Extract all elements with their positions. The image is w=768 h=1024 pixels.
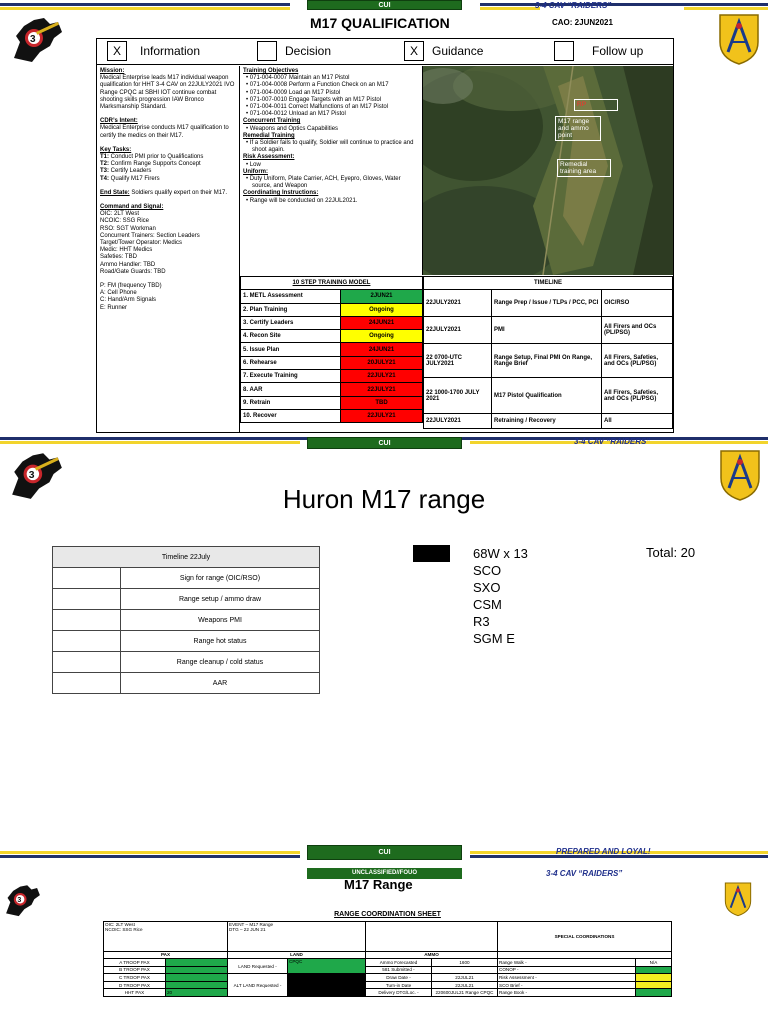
slide-m17-qualification (0, 0, 768, 436)
command-signal-heading: Command and Signal: (100, 204, 164, 211)
list-item: SGM E (473, 631, 515, 646)
objective-item: • 071-004-0011 Correct Malfunctions of an M17 Pistol (246, 104, 389, 111)
regiment-shield-icon (722, 881, 754, 917)
table-row: 22JULY2021 PMI All Firers and OCs (PL/PSG) (424, 317, 673, 344)
guidance-checkbox[interactable]: X (404, 41, 424, 61)
table-row: A TROOP PAX LAND Requested - CPQC Ammo Forecasted 1600 Range Walk - N/A (104, 959, 672, 967)
cui-banner: CUI (307, 845, 462, 860)
uniform-item: • Duty Uniform, Plate Carrier, ACH, Eyepro, Gloves, Water source, and Weapon (246, 176, 401, 190)
event-cell: EVENT – M17 Range DTG – 22 JUN 21 (228, 921, 366, 951)
uniform-heading: Uniform: (243, 168, 268, 175)
key-tasks-heading: Key Tasks: (100, 146, 132, 153)
table-row: 9. Retrain TBD (241, 396, 423, 409)
coordinating-item: • Range will be conducted on 22JUL2021. (246, 197, 358, 204)
table-row: D TROOP PAX Turn-in Date 22JUL21 SCO Brief - (104, 981, 672, 989)
training-model-title: 10 STEP TRAINING MODEL (241, 277, 423, 290)
firers-total: Total: 20 (646, 545, 696, 560)
training-column (240, 66, 423, 275)
objective-item: • 071-004-0007 Maintain an M17 Pistol (246, 75, 350, 82)
table-row: Range cleanup / cold status (53, 652, 320, 673)
table-row: 3. Certify Leaders 24JUN21 (241, 316, 423, 329)
objective-item: • 071-004-0009 Load an M17 Pistol (246, 89, 341, 96)
table-row: 8. AAR 22JULY21 (241, 383, 423, 396)
table-row: HHT PAX 20 Delivery DTG/Loc. - 220600JUL21 Range CPQC Range Book - (104, 989, 672, 997)
page-title: M17 Range (344, 877, 413, 892)
regiment-shield-icon (717, 12, 761, 66)
follow-up-label: Follow up (592, 44, 644, 58)
classification-banner: UNCLASSIFIED//FOUO (307, 868, 462, 879)
command-line: Safeties: TBD (100, 254, 137, 261)
table-row: 1. METL Assessment 2JUN21 (241, 290, 423, 303)
remedial-heading: Remedial Training (243, 132, 295, 139)
cui-banner: CUI (307, 0, 462, 10)
horse-crest-icon (3, 881, 43, 919)
slide-huron-range (0, 437, 768, 847)
range-satellite-map (423, 66, 673, 275)
decision-checkbox[interactable] (257, 41, 277, 61)
command-line: Target/Tower Operator: Medics (100, 240, 183, 247)
pace-line: E: Runner (100, 304, 128, 311)
list-item: SXO (473, 580, 501, 595)
training-model-table (240, 276, 423, 423)
table-row: AAR (53, 673, 320, 694)
table-row: B TROOP PAX 581 Submitted - CONOP - (104, 966, 672, 974)
command-line: OIC: 2LT West (100, 211, 140, 218)
timeline-title: TIMELINE (424, 277, 673, 290)
ammo-header: AMMO (366, 951, 498, 959)
cao-date: CAO: 2JUN2021 (552, 18, 613, 27)
decision-label: Decision (285, 44, 332, 58)
remedial-item: • If a Soldier fails to qualify, Soldier will continue to practice and shoot again. (246, 140, 414, 154)
svg-text:3: 3 (28, 470, 35, 482)
range-coordination-sheet (103, 909, 672, 997)
table-row: 22 0700-UTC JULY2021 Range Setup, Final PMI On Range, Range Brief All Firers, Safeties, and OCs (PL/PSG) (424, 344, 673, 378)
table-row: 22JULY2021 Range Prep / Issue / TLPs / PCC, PCI OIC/RSO (424, 290, 673, 317)
command-line: Road/Gate Guards: TBD (100, 268, 166, 275)
timeline-header: Timeline 22July (53, 547, 320, 568)
horse-crest-icon (10, 12, 66, 66)
timeline-table (52, 546, 320, 694)
briefing-frame (96, 38, 674, 433)
table-row: Range hot status (53, 631, 320, 652)
slide-range-coordination (0, 845, 768, 1024)
concurrent-heading: Concurrent Training (243, 118, 301, 125)
cui-banner: CUI (307, 437, 462, 449)
table-row: 22JULY2021 Retraining / Recovery All (424, 414, 673, 429)
coordinating-heading: Coordinating Instructions: (243, 190, 319, 197)
mission-heading: Mission: (100, 68, 125, 74)
land-header: LAND (228, 951, 366, 959)
command-line: Medic: HHT Medics (100, 247, 153, 254)
list-item: R3 (473, 614, 490, 629)
timeline-table (423, 276, 673, 429)
risk-item: • Low (246, 161, 261, 168)
key-task-2: T2: Confirm Range Supports Concept (100, 161, 201, 168)
mission-column (97, 66, 240, 432)
pace-line: P: FM (frequency TBD) (100, 283, 162, 290)
pax-header: PAX (104, 951, 228, 959)
table-row: 6. Rehearse 20JULY21 (241, 356, 423, 369)
table-row: Weapons PMI (53, 610, 320, 631)
objective-item: • 071-004-0008 Perform a Function Check on an M17 (246, 82, 389, 89)
information-label: Information (140, 44, 201, 58)
special-coordinations-header: SPECIAL COORDINATIONS (498, 921, 672, 951)
table-row: Range setup / ammo draw (53, 589, 320, 610)
key-task-1: T1: Conduct PMI prior to Qualifications (100, 154, 204, 161)
table-row: 5. Issue Plan 24JUN21 (241, 343, 423, 356)
motto: PREPARED AND LOYAL! (556, 847, 651, 856)
command-line: NCOIC: SSG Rice (100, 218, 150, 225)
unit-name: 3-4 CAV “RAIDERS” (535, 1, 612, 10)
guidance-label: Guidance (432, 44, 484, 58)
key-task-4: T4: Qualify M17 Firers (100, 175, 160, 182)
objective-item: • 071-004-0012 Unload an M17 Pistol (246, 111, 346, 118)
pace-line: C: Hand/Arm Signals (100, 297, 157, 304)
svg-text:3: 3 (30, 34, 36, 45)
decision-checkbox-row (97, 39, 673, 65)
table-row: Sign for range (OIC/RSO) (53, 568, 320, 589)
command-line: RSO: SGT Workman (100, 225, 156, 232)
concurrent-item: • Weapons and Optics Capabilities (246, 125, 339, 132)
key-task-3: T3: Certify Leaders (100, 168, 152, 175)
page-title: M17 QUALIFICATION (310, 15, 450, 31)
end-state: End State: Soldiers qualify expert on their M17. (100, 189, 228, 196)
table-row: 7. Execute Training 22JULY21 (241, 370, 423, 383)
risk-heading: Risk Assessment: (243, 154, 295, 161)
command-line: Concurrent Trainers: Section Leaders (100, 232, 200, 239)
objective-item: • 071-007-0010 Engage Targets with an M17 Pistol (246, 96, 382, 103)
firers-label: Firers: (413, 546, 450, 561)
table-row: C TROOP PAX ALT LAND Requested - Draw Date - 22JUL21 Risk Assessment - (104, 974, 672, 982)
table-row: 2. Plan Training Ongoing (241, 303, 423, 316)
cdr-intent-text: Medical Enterprise conducts M17 qualification to certify the medics on their M17. (100, 125, 229, 139)
mission-text: Medical Enterprise leads M17 individual weapon qualification for HHT 3-4 CAV on 22JULY2021 IVO Range CPQC at SBHI IOT continue combat shooting skills progression IAW Bronco Marksmanship Standard. (100, 75, 235, 111)
pace-line: A: Cell Phone (100, 290, 137, 297)
table-row: 4. Recon Site Ongoing (241, 330, 423, 343)
map-range-label: M17 range and ammo point (555, 116, 601, 141)
information-checkbox[interactable]: X (107, 41, 127, 61)
oic-cell: OIC: 2LT West NCOIC: SSG Rice (104, 921, 228, 951)
unit-name: 3-4 CAV “RAIDERS” (574, 437, 651, 446)
map-remedial-label: Remedial training area (557, 159, 611, 177)
map-rp-label: RP (574, 99, 618, 111)
page-title: Huron M17 range (282, 484, 486, 514)
list-item: CSM (473, 597, 502, 612)
follow-up-checkbox[interactable] (554, 41, 574, 61)
cdr-intent-heading: CDR’s Intent: (100, 118, 138, 125)
command-line: Ammo Handler: TBD (100, 261, 156, 268)
table-row: 22 1000-1700 JULY 2021 M17 Pistol Qualification All Firers, Safeties, and OCs (PL/PSG) (424, 378, 673, 414)
unit-name: 3-4 CAV “RAIDERS” (546, 869, 623, 878)
svg-text:3: 3 (17, 897, 22, 905)
objectives-heading: Training Objectives (243, 68, 299, 74)
table-row: 10. Recover 22JULY21 (241, 409, 423, 422)
list-item: 68W x 13 (473, 546, 528, 561)
sheet-title: RANGE COORDINATION SHEET (104, 909, 672, 921)
list-item: SCO (473, 563, 502, 578)
